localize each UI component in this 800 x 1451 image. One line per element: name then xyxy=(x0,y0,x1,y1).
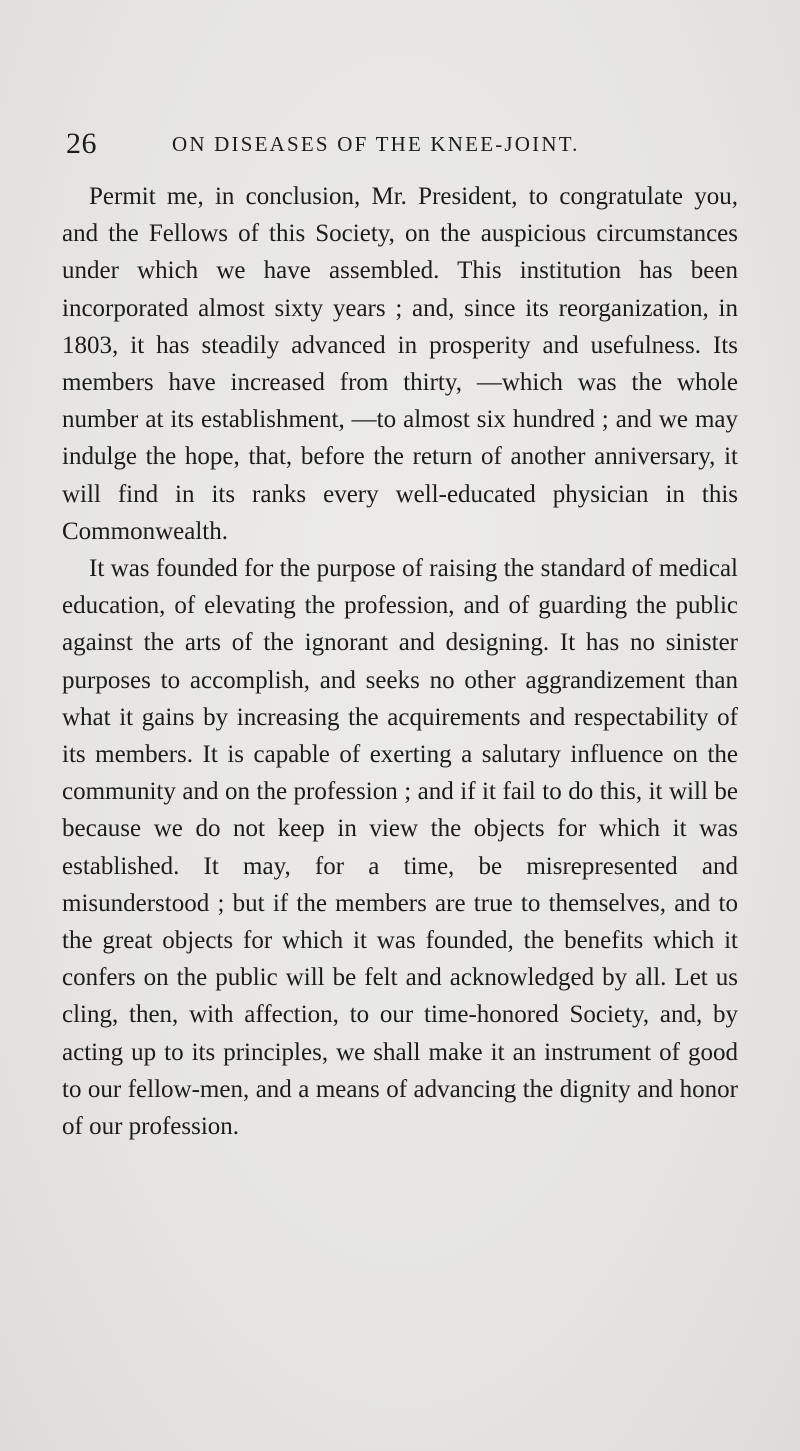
running-title: ON DISEASES OF THE KNEE-JOINT. xyxy=(172,132,580,156)
paragraph-conclusion: Permit me, in conclusion, Mr. President, to congratulate you, and the Fellows of this Society, on the auspicious circumstances under which we have assembled. This institution has been incorporated almost sixty years ; and, since its reorganization, in 1803, it has steadily advanced in prosperity and usefulness. Its members have increased from thirty, —which was the whole number at its establishment, —to almost six hundred ; and we may indulge the hope, that, before the return of another anniversary, it will find in its ranks every well-educated physician in this Commonwealth. xyxy=(62,183,738,545)
body-text xyxy=(62,178,738,1145)
paragraph-society-purpose: It was founded for the purpose of raising the standard of medical education, of elevating the profession, and of guarding the public against the arts of the ignorant and designing. It has no sinister purposes to accomplish, and seeks no other aggrandizement than what it gains by increasing the acquirements and respectability of its members. It is capable of exerting a salutary influence on the community and on the profession ; and if it fail to do this, it will be because we do not keep in view the objects for which it was established. It may, for a time, be misrepresented and misunderstood ; but if the members are true to themselves, and to the great objects for which it was founded, the benefits which it confers on the public will be felt and acknowledged by all. Let us cling, then, with affection, to our time-honored Society, and, by acting up to its principles, we shall make it an instrument of good to our fellow-men, and a means of advancing the dignity and honor of our profession. xyxy=(62,555,738,1141)
running-head xyxy=(66,126,760,162)
page-number: 26 xyxy=(66,127,97,160)
